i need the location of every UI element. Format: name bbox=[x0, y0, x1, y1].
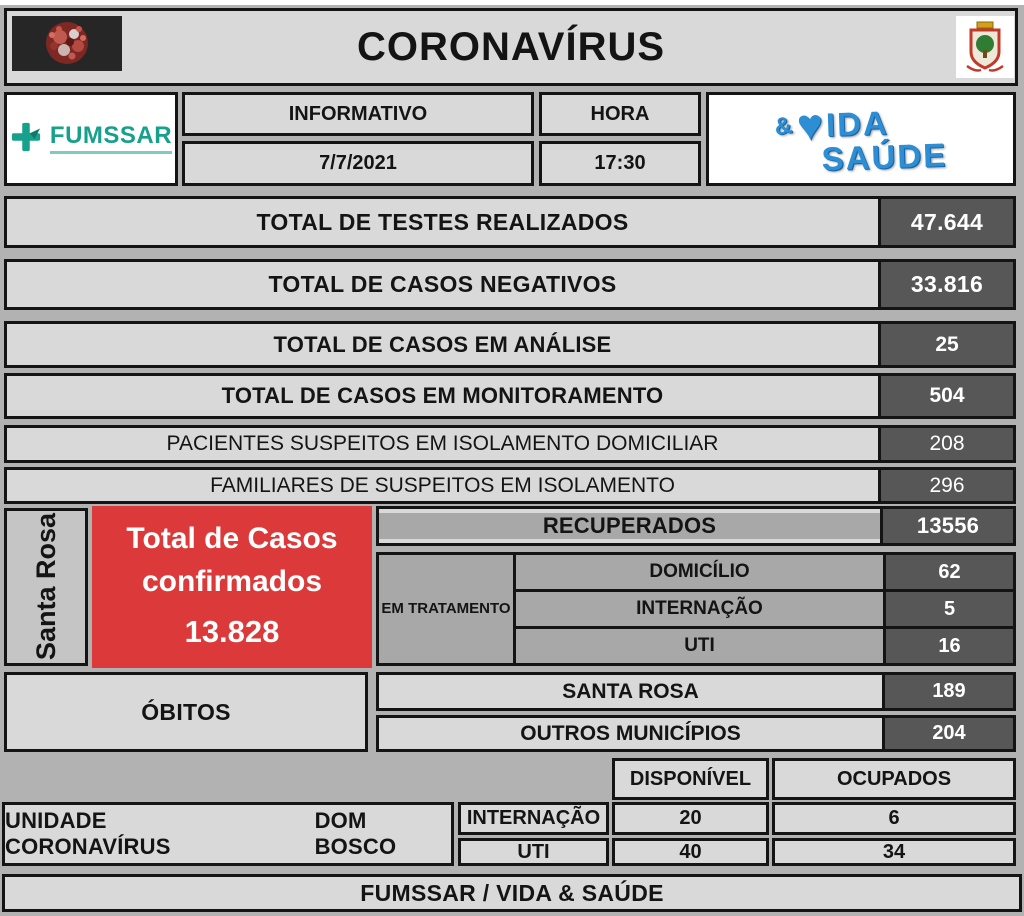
date-cell bbox=[182, 141, 534, 186]
obitos-row-label: SANTA ROSA bbox=[562, 679, 699, 703]
coronavirus-image bbox=[12, 16, 122, 71]
tratamento-row-uti bbox=[516, 629, 1013, 663]
confirmed-cases-card bbox=[92, 506, 372, 668]
obitos-row-value: 189 bbox=[882, 675, 1013, 708]
tratamento-row-internacao bbox=[516, 592, 1013, 629]
tratamento-label: INTERNAÇÃO bbox=[516, 592, 883, 626]
stat-row-familiares-suspeitos bbox=[4, 467, 1016, 504]
em-tratamento-block bbox=[376, 552, 1016, 666]
recuperados-value: 13556 bbox=[880, 509, 1013, 543]
recuperados-row bbox=[376, 506, 1016, 546]
disponivel-header-label: DISPONÍVEL bbox=[629, 767, 752, 790]
informativo-label: INFORMATIVO bbox=[288, 102, 428, 125]
report-time: 17:30 bbox=[594, 152, 646, 174]
vida-logo-ampersand: & bbox=[772, 110, 797, 141]
stat-row-casos-negativos bbox=[4, 259, 1016, 310]
stat-label: TOTAL DE CASOS EM MONITORAMENTO bbox=[221, 383, 664, 408]
row-label: UTI bbox=[517, 840, 550, 863]
obitos-row-outros-municipios bbox=[376, 715, 1016, 752]
header-bar bbox=[4, 8, 1018, 86]
vida-saude-logo bbox=[706, 92, 1016, 186]
unidade-internacao-disponivel bbox=[612, 802, 769, 835]
unidade-row-internacao-label bbox=[458, 802, 609, 835]
confirmed-cases-value: 13.828 bbox=[184, 614, 280, 649]
stat-label: TOTAL DE CASOS NEGATIVOS bbox=[268, 271, 617, 297]
confirmed-cases-line1: Total de Casos bbox=[126, 522, 338, 555]
row-label: INTERNAÇÃO bbox=[466, 807, 601, 829]
fumssar-logo bbox=[4, 92, 178, 186]
stat-row-casos-em-analise bbox=[4, 321, 1016, 368]
footer-bar bbox=[2, 874, 1022, 912]
em-tratamento-label: EM TRATAMENTO bbox=[379, 555, 516, 663]
cell-value: 40 bbox=[679, 840, 702, 863]
obitos-label-cell bbox=[4, 672, 368, 752]
stat-value: 208 bbox=[878, 428, 1013, 460]
vida-logo-word2: SAÚDE bbox=[821, 135, 948, 178]
santa-rosa-label: Santa Rosa bbox=[30, 513, 61, 661]
obitos-row-label: OUTROS MUNICÍPIOS bbox=[520, 721, 741, 745]
city-coat-of-arms-icon bbox=[956, 16, 1014, 78]
tratamento-value: 62 bbox=[883, 555, 1013, 589]
tratamento-label: UTI bbox=[516, 629, 883, 663]
medical-cross-icon bbox=[10, 121, 42, 158]
vida-logo-word1: IDA bbox=[825, 103, 890, 143]
col-header-ocupados bbox=[772, 758, 1016, 800]
unidade-uti-ocupados bbox=[772, 838, 1016, 866]
unidade-internacao-ocupados bbox=[772, 802, 1016, 835]
stat-label: FAMILIARES DE SUSPEITOS EM ISOLAMENTO bbox=[210, 473, 675, 497]
stat-label: TOTAL DE TESTES REALIZADOS bbox=[256, 208, 629, 235]
confirmed-cases-line2: confirmados bbox=[141, 565, 323, 598]
santa-rosa-side-label-cell bbox=[4, 508, 88, 666]
recuperados-label: RECUPERADOS bbox=[379, 513, 880, 539]
footer-text: FUMSSAR / VIDA & SAÚDE bbox=[360, 879, 664, 906]
unidade-row-uti-label bbox=[458, 838, 609, 866]
stat-label: PACIENTES SUSPEITOS EM ISOLAMENTO DOMICILIAR bbox=[166, 432, 719, 455]
stat-value: 47.644 bbox=[878, 199, 1013, 245]
fumssar-logo-tagline bbox=[50, 151, 172, 154]
ocupados-header-label: OCUPADOS bbox=[836, 767, 952, 790]
tratamento-label: DOMICÍLIO bbox=[516, 555, 883, 589]
obitos-row-santa-rosa bbox=[376, 672, 1016, 711]
tratamento-row-domicilio bbox=[516, 555, 1013, 592]
hora-label: HORA bbox=[590, 102, 650, 125]
stat-row-casos-em-monitoramento bbox=[4, 373, 1016, 419]
cell-value: 34 bbox=[882, 840, 906, 863]
col-header-disponivel bbox=[612, 758, 769, 800]
stat-value: 296 bbox=[878, 470, 1013, 501]
tratamento-value: 16 bbox=[883, 629, 1013, 663]
heart-icon: ♥ bbox=[796, 99, 827, 150]
report-date: 7/7/2021 bbox=[319, 152, 397, 174]
time-cell bbox=[539, 141, 701, 186]
obitos-row-value: 204 bbox=[882, 718, 1013, 749]
stat-value: 25 bbox=[878, 324, 1013, 365]
stat-row-pacientes-suspeitos bbox=[4, 425, 1016, 463]
stat-value: 504 bbox=[878, 376, 1013, 416]
unidade-uti-disponivel bbox=[612, 838, 769, 866]
hora-header-cell bbox=[539, 92, 701, 136]
cell-value: 20 bbox=[679, 807, 702, 829]
informativo-header-cell bbox=[182, 92, 534, 136]
unidade-coronavirus-cell bbox=[2, 802, 454, 866]
cell-value: 6 bbox=[888, 807, 900, 829]
tratamento-value: 5 bbox=[883, 592, 1013, 626]
fumssar-logo-text: FUMSSAR bbox=[49, 122, 173, 149]
page-top-margin bbox=[0, 0, 1024, 5]
stat-row-testes-realizados bbox=[4, 196, 1016, 248]
page-title: CORONAVÍRUS bbox=[356, 24, 666, 69]
stat-value: 33.816 bbox=[878, 262, 1013, 307]
unidade-site-label: DOM BOSCO bbox=[314, 808, 397, 859]
unidade-label: UNIDADE CORONAVÍRUS bbox=[5, 808, 171, 859]
stat-label: TOTAL DE CASOS EM ANÁLISE bbox=[273, 331, 612, 357]
obitos-label: ÓBITOS bbox=[141, 698, 231, 725]
